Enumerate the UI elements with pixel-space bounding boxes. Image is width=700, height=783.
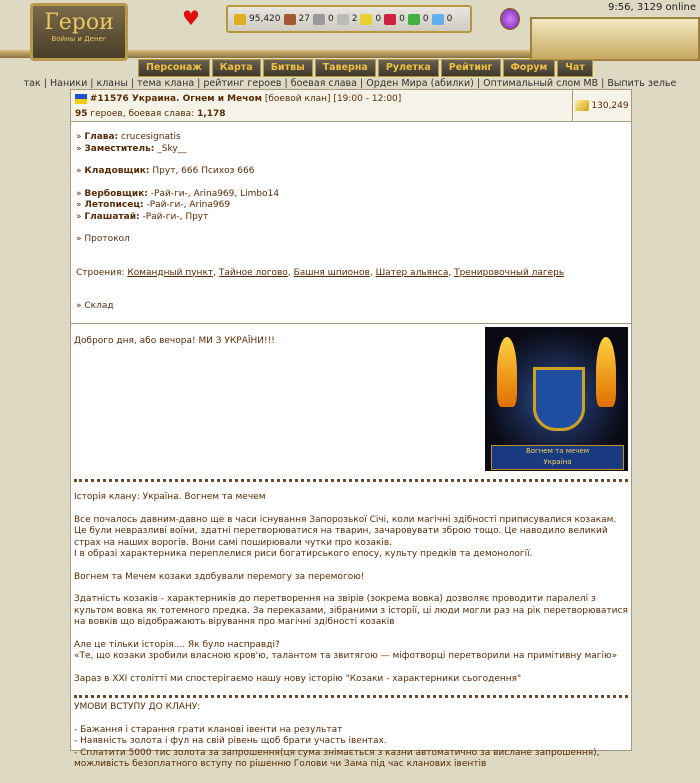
- paragraph: Все почалось давним-давно ще в часи існування Запорозької Січі, коли магічні здібності приписувалися козакам. Це були невразливі воїни, здатні перетворюватися на тварин, зачаровувати зброю тощо. Це наводило великий страх на наших ворогів. Вони самі поширювали чутки про козаків.: [74, 514, 617, 548]
- wood-icon: [284, 14, 296, 25]
- building-link[interactable]: Башня шпионов: [293, 267, 370, 278]
- divider: [74, 479, 628, 482]
- heroes-label: героев, боевая слава:: [90, 109, 195, 119]
- history-title: Історія клану: Україна. Вогнем та мечем: [74, 492, 266, 502]
- role-row: » Вербовщик: -Рай-ги-, Arina969, Limbo14: [76, 188, 280, 199]
- building-link[interactable]: Тайное логово: [218, 267, 288, 278]
- mercury-value: 2: [351, 14, 358, 24]
- potion-icon[interactable]: [500, 8, 520, 30]
- sulfur-value: 0: [375, 14, 382, 24]
- clan-link[interactable]: боевая слава: [290, 78, 357, 89]
- heart-icon[interactable]: ♥: [182, 6, 200, 30]
- diamond-icon: [432, 14, 444, 25]
- game-header: [0, 0, 700, 78]
- paragraph: І в образі характерника переплелися риси богатирського епосу, культу предків та демонології.: [74, 549, 533, 559]
- nav-item[interactable]: Рейтинг: [441, 59, 501, 77]
- paragraph: Але це тільки історія.... Як було насправді?: [74, 639, 280, 650]
- nav-item[interactable]: Персонаж: [138, 59, 210, 77]
- clan-link[interactable]: тема клана: [137, 78, 195, 89]
- role-row: » Кладовщик: Прут, 666 Психоз 666: [76, 166, 255, 176]
- paragraph: Здатність козаків - характерників до перетворення на звірів (зокрема вовка) дозволяє проводити паралелі з культом вовка як тотемного предка. За переказами, зібраними з історії, ці люди могли раз на рік перетворюватися на вовків що відображають вірування про магічні здібності козаків: [74, 594, 628, 627]
- rule: - Наявність золота і фул на свій рівень щоб брати участь івентах.: [74, 736, 387, 746]
- nav-item[interactable]: Таверна: [315, 59, 376, 77]
- clan-link[interactable]: Орден Мира (абилки): [366, 78, 474, 89]
- rule: - Сплатити 5000 тис золота за запрошення(ця сума знімається з казни автоматично за вислане запрошення), можливість безоплатного вступу по рішенню Голови чи Зама під час кланових івентів: [74, 747, 600, 769]
- resources-panel: [226, 5, 472, 33]
- protocol-link[interactable]: Протокол: [84, 234, 130, 244]
- gems-value: 0: [422, 14, 429, 24]
- clan-description: [71, 323, 631, 783]
- paragraph: Вогнем та Мечем козаки здобували перемогу за перемогою!: [74, 571, 365, 582]
- paragraph: Зараз в XXI столітті ми спостерігаємо нашу нову історію "Козаки - характерники сьогодення": [74, 673, 522, 684]
- nav-item[interactable]: Карта: [212, 59, 261, 77]
- role-row: » Глава: crucesignatis: [76, 132, 181, 142]
- nav-item[interactable]: Форум: [503, 59, 556, 77]
- main-nav: [138, 59, 593, 77]
- warehouse-link[interactable]: Склад: [84, 301, 114, 311]
- role-row: » Летописец: -Рай-ги-, Arina969: [76, 200, 231, 210]
- mercury-icon: [337, 14, 349, 25]
- paragraph: «Те, що козаки зробили власною кров'ю, талантом та звитягою — міфотворці перетворили на примітивну магію»: [74, 651, 618, 661]
- clan-panel: [70, 89, 632, 769]
- gold-value: 95,420: [249, 14, 281, 24]
- diamond-value: 0: [446, 14, 453, 24]
- crystal-value: 0: [399, 14, 405, 24]
- nav-item[interactable]: Битвы: [263, 59, 313, 77]
- gems-icon: [408, 14, 420, 25]
- buildings-row: Строения: Командный пункт, Тайное логово, Башня шпионов, Шатер альянса, Тренировочный лагерь: [76, 267, 565, 278]
- ukraine-flag-icon: [75, 94, 87, 104]
- treasury: [572, 90, 631, 121]
- clan-link[interactable]: Выпить зелье: [607, 78, 677, 89]
- building-link[interactable]: Командный пункт: [127, 267, 214, 278]
- crystal-icon: [384, 14, 396, 25]
- gold-icon: [234, 14, 246, 25]
- building-link[interactable]: Тренировочный лагерь: [454, 267, 565, 278]
- treasury-value: 130,249: [591, 100, 629, 111]
- online-counter: 9:56, 3129 online: [608, 2, 696, 13]
- clan-title: #11576 Украина. Огнем и Мечом: [89, 94, 262, 104]
- divider: [74, 695, 628, 698]
- clan-type: [боевой клан] [19:00 - 12:00]: [264, 94, 402, 104]
- clan-link[interactable]: рейтинг героев: [203, 78, 282, 89]
- clan-link[interactable]: так: [23, 78, 41, 89]
- clan-link[interactable]: Оптимальный слом МВ: [483, 78, 599, 89]
- rules-title: УМОВИ ВСТУПУ ДО КЛАНУ:: [74, 702, 201, 712]
- ore-icon: [313, 14, 325, 25]
- building-link[interactable]: Шатер альянса: [375, 267, 449, 278]
- rule: - Бажання і старання грати кланові івенти на результат: [74, 724, 343, 735]
- game-logo[interactable]: Герои Войны и Денег: [30, 3, 128, 61]
- glory-value: 1,178: [197, 109, 226, 119]
- heroes-count: 95: [75, 109, 88, 119]
- gold-icon: [575, 100, 589, 111]
- sulfur-icon: [360, 14, 372, 25]
- ore-value: 0: [327, 14, 334, 24]
- clan-emblem: Вогнем та мечем Україна: [485, 327, 628, 471]
- greeting: Доброго дня, або вечора! МИ З УКРАЇНИ!!!: [74, 335, 275, 346]
- roles-section: » Глава: crucesignatis » Заместитель: _Sky__ » Кладовщик: Прут, 666 Психоз 666 » Вербовщик: -Рай-ги-, Arina969, Limbo14 » Летописец: -Рай-ги-, Arina969 » Глашатай: -Рай-ги-, Прут » Протокол Строения: Командный пункт, Тайное логово, Башня шпионов, Шатер альянса, Тренировочный лагерь » Склад: [71, 122, 631, 323]
- nav-item[interactable]: Чат: [557, 59, 593, 77]
- city-image[interactable]: [530, 17, 700, 61]
- role-row: » Заместитель: _Sky__: [76, 143, 187, 154]
- clan-links: так | Наники | кланы | тема клана | рейтинг героев | боевая слава | Орден Мира (абилки) | Оптимальный слом МВ | Выпить зелье: [23, 78, 677, 89]
- clan-link[interactable]: Наники: [49, 78, 88, 89]
- wood-value: 27: [298, 14, 310, 24]
- clan-link[interactable]: кланы: [96, 78, 128, 89]
- nav-item[interactable]: Рулетка: [378, 59, 439, 77]
- role-row: » Глашатай: -Рай-ги-, Прут: [76, 211, 209, 222]
